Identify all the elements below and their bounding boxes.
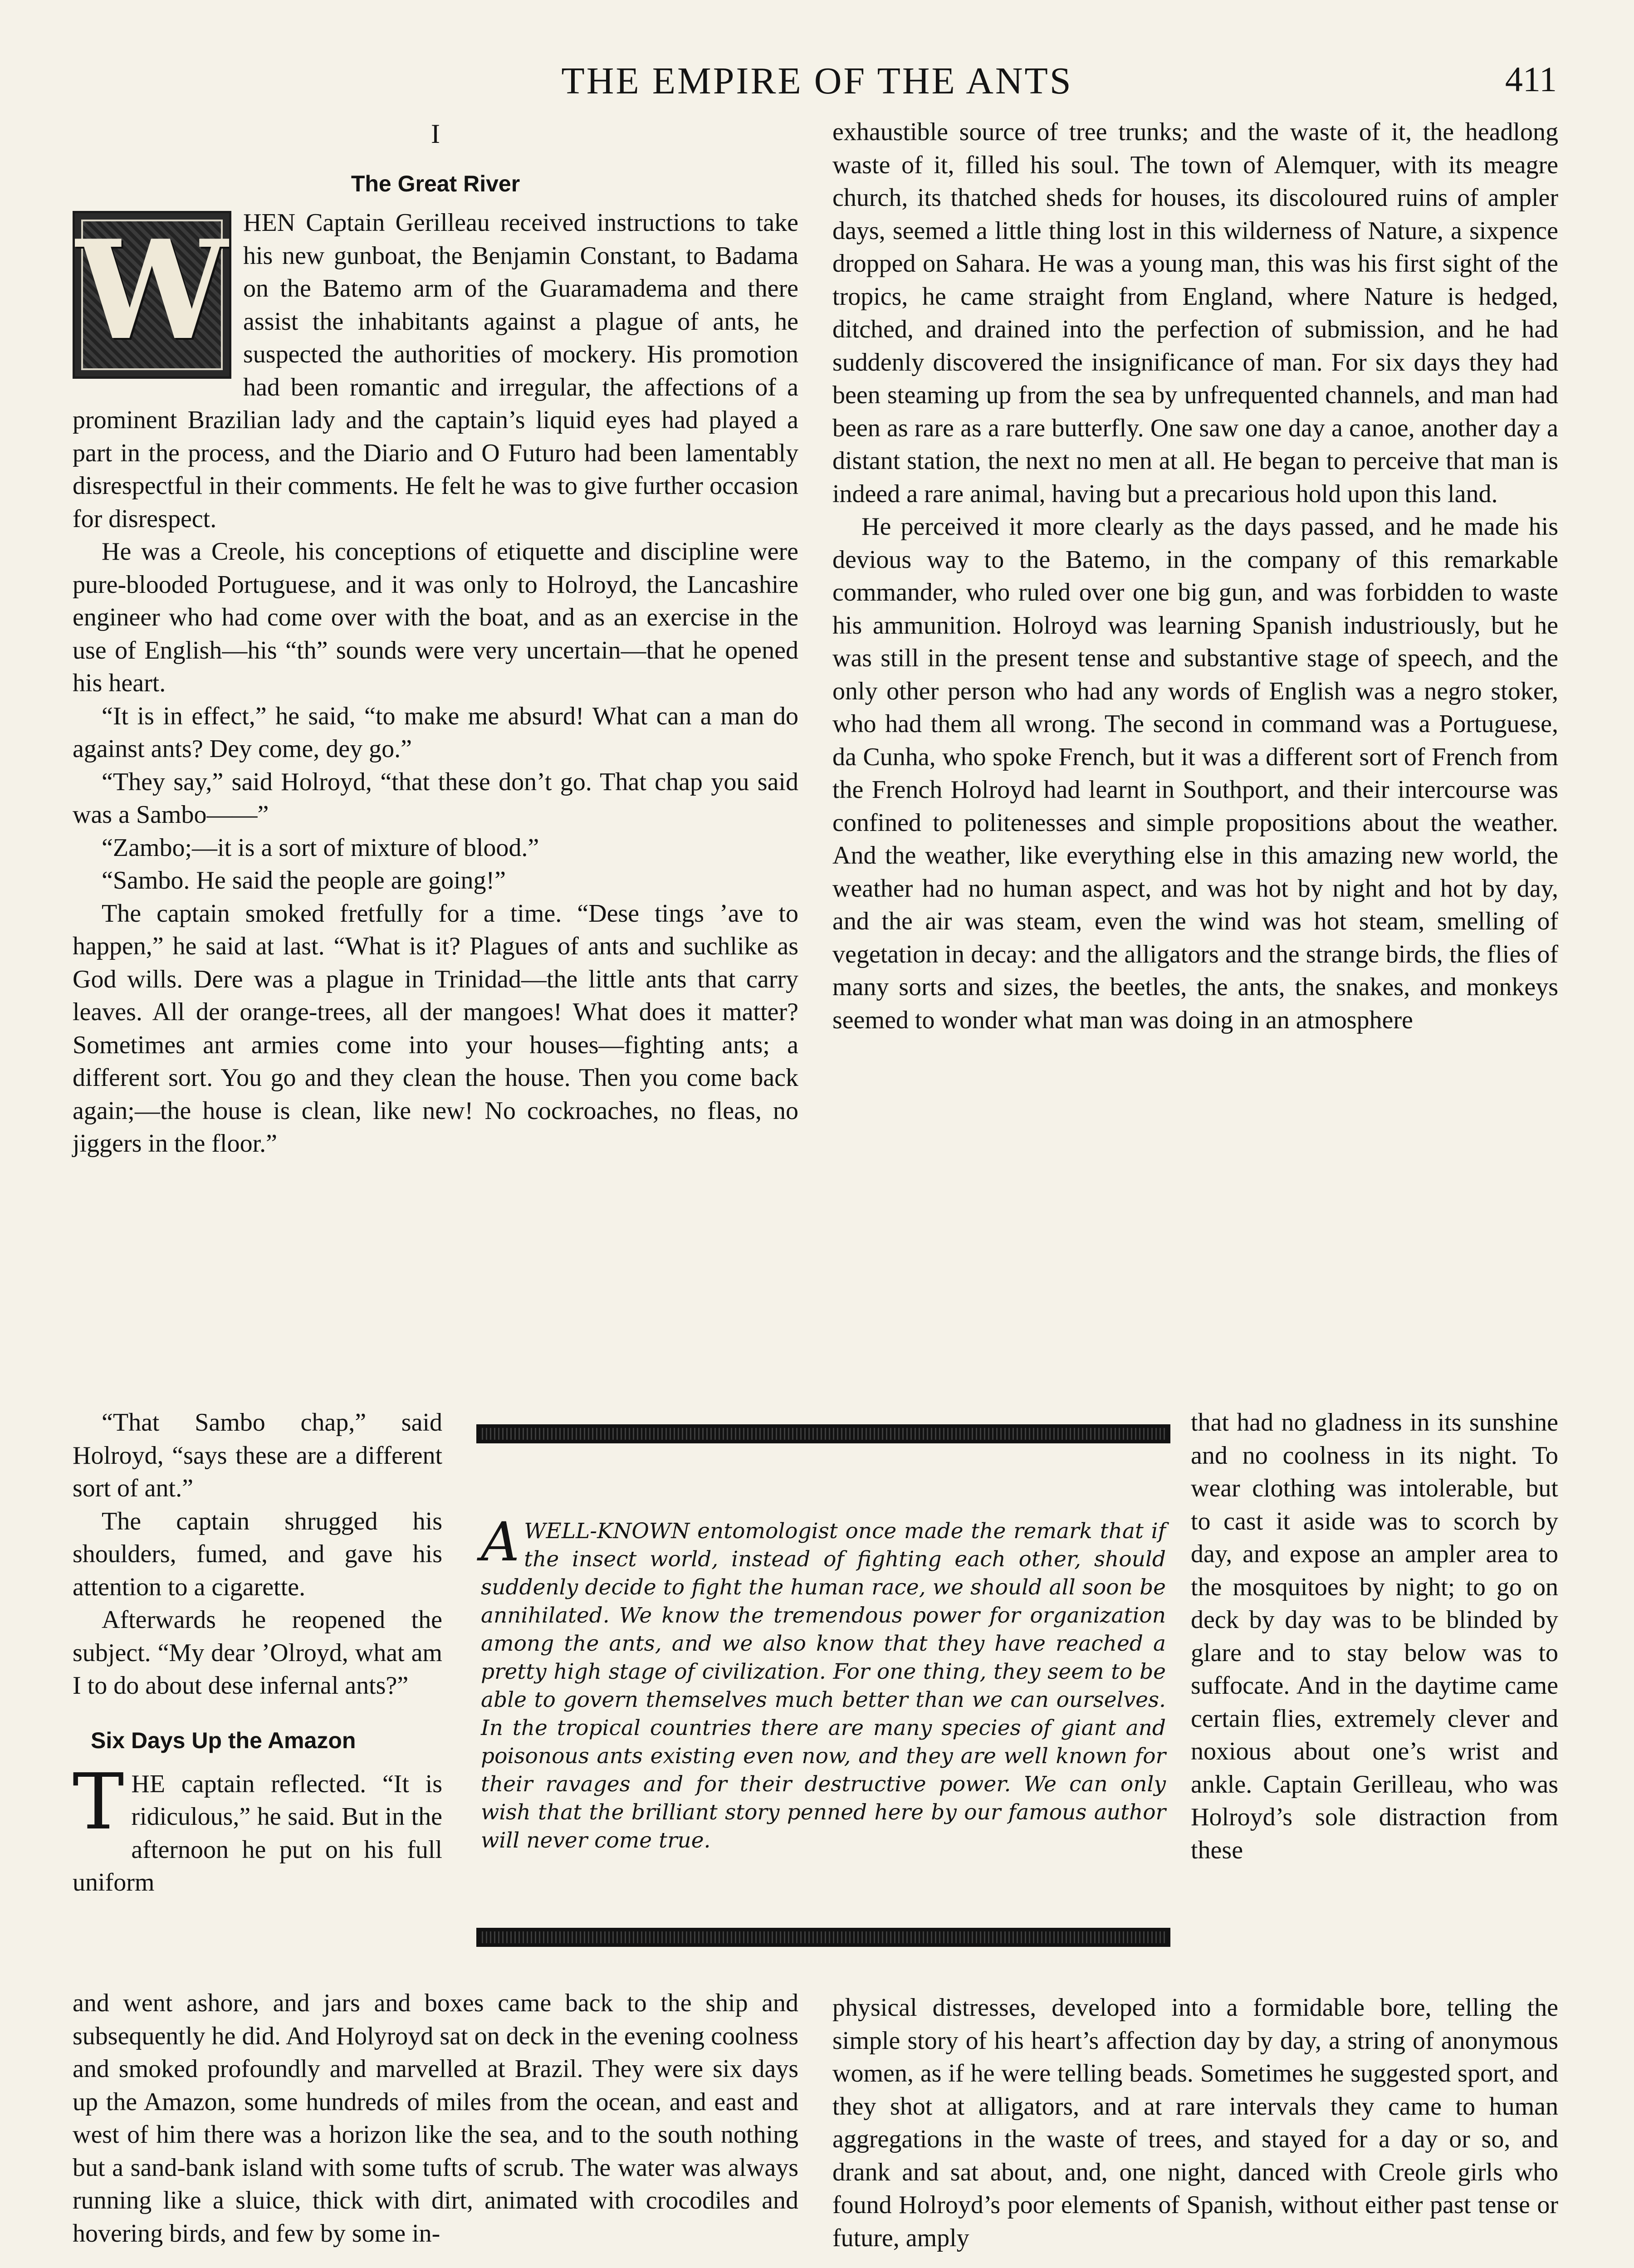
right-column-narrow xyxy=(1191,1406,1558,1867)
paragraph: “It is in effect,” he said, “to make me absurd! What can a man do against ants? Dey come, dey go.” xyxy=(73,702,798,763)
callout-initial: A xyxy=(481,1510,520,1573)
dropcap-letter: W xyxy=(75,211,229,370)
running-title: THE EMPIRE OF THE ANTS xyxy=(561,60,1073,102)
section-title-six-days: Six Days Up the Amazon xyxy=(91,1727,356,1753)
right-column-bottom xyxy=(832,1991,1558,2254)
paragraph: The captain smoked fretfully for a time. “Dese tings ’ave to happen,” he said at last. “What is it? Plagues of ants and suchlike as God wills. Dere was a plague in Trinidad—the little ants that carry leaves. All der orange-trees, all der mangoes! What does it matter? Sometimes ant armies come into your houses—fighting ants; a different sort. You go and they clean the house. Then you come back again;—the house is clean, like new! No cockroaches, no fleas, no jiggers in the floor.” xyxy=(73,899,798,1158)
paragraph: “They say,” said Holroyd, “that these don’t go. That chap you said was a Sambo——” xyxy=(73,767,798,829)
paragraph: HE captain reflected. “It is ridiculous,” he said. But in the afternoon he put on his full uniform xyxy=(73,1769,442,1897)
left-column-bottom xyxy=(73,1987,798,2250)
paragraph: He perceived it more clearly as the days passed, and he made his devious way to the Batemo, in the company of this remarkable commander, who ruled over one big gun, and was forbidden to waste his ammunition. Holroyd was learning Spanish industriously, but he was still in the present tense and substantive stage of speech, and the only other person who had any words of English was a negro stoker, who had them all wrong. The second in command was a Portuguese, da Cunha, who spoke French, but it was a different sort of French from the French Holroyd had learnt in Southport, and their intercourse was confined to politenesses and simple propositions about the weather. And the weather, like everything else in this amazing new world, the weather had no human aspect, and was hot by night and hot by day, and the air was steam, even the wind was hot steam, smelling of vegetation in decay: and the alligators and the strange birds, the flies of many sorts and sizes, the beetles, the ants, the snakes, and monkeys seemed to wonder what man was doing in an atmosphere xyxy=(832,513,1558,1034)
ornamental-dropcap-w xyxy=(73,211,231,379)
paragraph: HEN Captain Gerilleau received instructions to take his new gunboat, the Benjamin Constant, to Badama on the Batemo arm of the Guaramadema and there assist the inhabitants against a plague of ants, he suspected the authorities of mockery. His promotion had been romantic and irregular, the affections of a prominent Brazilian lady and the captain’s liquid eyes had played a part in the process, and the Diario and O Futuro had been lamentably disrespectful in their comments. He felt he was to give further occasion for disrespect. xyxy=(73,209,798,533)
paragraph: The captain shrugged his shoulders, fumed, and gave his attention to a cigarette. xyxy=(73,1507,442,1601)
right-column-top xyxy=(832,116,1558,1036)
left-column-top xyxy=(73,116,798,1160)
paragraph: “That Sambo chap,” said Holroyd, “says these are a different sort of ant.” xyxy=(73,1408,442,1502)
callout-top-rule xyxy=(476,1424,1170,1443)
editorial-callout xyxy=(476,1424,1170,1969)
dropcap-t: T xyxy=(73,1757,124,1847)
paragraph: “Zambo;—it is a sort of mixture of blood.” xyxy=(102,833,539,862)
paragraph: and went ashore, and jars and boxes came back to the ship and subsequently he did. And Holyroyd sat on deck in the evening coolness and smoked profoundly and marvelled at Brazil. They were six days up the Amazon, some hundreds of miles from the ocean, and east and west of him there was a horizon like the sea, and to the south nothing but a sand-bank island with some tufts of scrub. The water was always running like a sluice, thick with dirt, animated with crocodiles and hovering birds, and few by some in- xyxy=(73,1989,798,2248)
left-column-narrow xyxy=(73,1406,442,1899)
page-number: 411 xyxy=(1505,59,1557,99)
paragraph: that had no gladness in its sunshine and no coolness in its night. To wear clothing was intolerable, but to cast it aside was to scorch by day, and expose an ampler area to the mosquitoes by night; to go on deck by day was to be blinded by glare and to stay below was to suffocate. And in the daytime came certain flies, extremely clever and noxious about one’s wrist and ankle. Captain Gerilleau, who was Holroyd’s sole distraction from these xyxy=(1191,1408,1558,1864)
chapter-number: I xyxy=(431,119,440,149)
callout-text xyxy=(481,1510,1166,1855)
section-title-great-river: The Great River xyxy=(351,171,520,196)
paragraph: “Sambo. He said the people are going!” xyxy=(102,866,506,894)
paragraph: physical distresses, developed into a formidable bore, telling the simple story of his heart’s affection day by day, a string of anonymous women, as if he were telling beads. Sometimes he suggested sport, and they shot at alligators, and at rare intervals they came to human aggregations in the waste of trees, and stayed for a day or so, and drank and sat about, and, one night, danced with Creole girls who found Holroyd’s poor elements of Spanish, without either past tense or future, amply xyxy=(832,1994,1558,2252)
paragraph: exhaustible source of tree trunks; and the waste of it, the headlong waste of it, filled his soul. The town of Alemquer, with its meagre church, its thatched sheds for houses, its discoloured ruins of ampler days, seemed a little thing lost in this wilderness of Nature, a sixpence dropped on Sahara. He was a young man, this was his first sight of the tropics, he came straight from England, where Nature is hedged, ditched, and drained into the perfection of submission, and he had suddenly discovered the insignificance of man. For six days they had been steaming up from the sea by unfrequented channels, and man had been as rare as a rare butterfly. One saw one day a canoe, another day a distant station, the next no men at all. He began to perceive that man is indeed a rare animal, having but a precarious hold upon this land. xyxy=(832,118,1558,508)
callout-body: WELL-KNOWN entomologist once made the remark that if the insect world, instead of fighting each other, should suddenly decide to fight the human race, we should all soon be annihilated. We know the tremendous power for organization among the ants, and we also know that they have reached a pretty high stage of civilization. For one thing, they seem to be able to govern themselves much better than we can ourselves. In the tropical countries there are many species of giant and poisonous ants existing even now, and they are well known for their ravages and for their destructive power. We can only wish that the brilliant story penned here by our famous author will never come true. xyxy=(481,1519,1166,1853)
page-header xyxy=(73,59,1561,109)
paragraph: He was a Creole, his conceptions of etiquette and discipline were pure-blooded Portuguese, and it was only to Holroyd, the Lancashire engineer who had come over with the boat, and as an exercise in the use of English—his “th” sounds were very uncertain—that he opened his heart. xyxy=(73,538,798,697)
paragraph: Afterwards he reopened the subject. “My dear ’Olroyd, what am I to do about dese infernal ants?” xyxy=(73,1606,442,1700)
callout-bottom-rule xyxy=(476,1928,1170,1947)
